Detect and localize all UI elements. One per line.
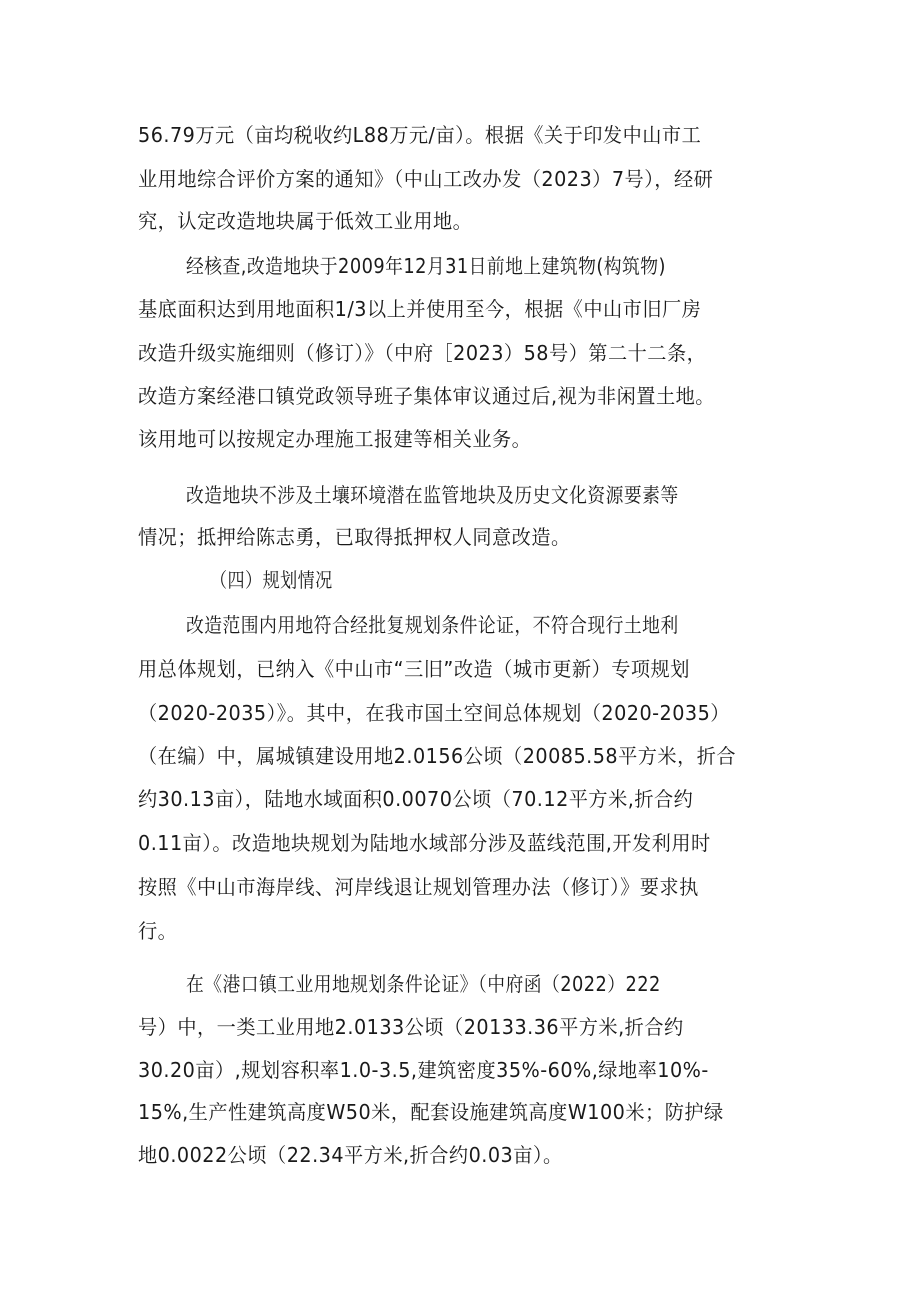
text-line: 0.11亩）。改造地块规划为陆地水域部分涉及蓝线范围,开发利用时 (138, 831, 711, 855)
text-line: 究，认定改造地块属于低效工业用地。 (138, 209, 473, 233)
text-line: 约30.13亩），陆地水域面积0.0070公顷（70.12平方米,折合约 (138, 787, 694, 811)
text-line: 改造范围内用地符合经批复规划条件论证，不符合现行土地利 (186, 613, 679, 637)
text-line: 地0.0022公顷（22.34平方米,折合约0.03亩）。 (138, 1143, 563, 1167)
text-line: 15%,生产性建筑高度W50米，配套设施建筑高度W100米；防护绿 (138, 1100, 724, 1124)
text-line: 行。 (138, 919, 178, 943)
section-heading: （四）规划情况 (210, 568, 333, 592)
text-line: 30.20亩）,规划容积率1.0-3.5,建筑密度35%-60%,绿地率10%- (138, 1058, 709, 1082)
text-line: 用总体规划，已纳入《中山市“三旧”改造（城市更新）专项规划 (138, 657, 690, 681)
text-line: 情况；抵押给陈志勇，已取得抵押权人同意改造。 (138, 525, 571, 549)
text-line: 号）中，一类工业用地2.0133公顷（20133.36平方米,折合约 (138, 1015, 684, 1039)
text-line: 业用地综合评价方案的通知》（中山工改办发（2023）7号），经研 (138, 167, 714, 191)
text-line: 改造地块不涉及土壤环境潜在监管地块及历史文化资源要素等 (186, 483, 679, 507)
text-line: 56.79万元（亩均税收约L88万元/亩）。根据《关于印发中山市工 (138, 123, 702, 147)
text-line: 改造方案经港口镇党政领导班子集体审议通过后,视为非闲置土地。 (138, 384, 715, 408)
text-line: 在《港口镇工业用地规划条件论证》（中府函（2022）222 (186, 972, 661, 996)
text-line: （在编）中，属城镇建设用地2.0156公顷（20085.58平方米，折合 (138, 744, 737, 768)
text-line: 按照《中山市海岸线、河岸线退让规划管理办法（修订）》要求执 (138, 875, 699, 899)
text-line: 改造升级实施细则（修订）》（中府［2023）58号）第二十二条， (138, 341, 707, 365)
text-line: 经核查,改造地块于2009年12月31日前地上建筑物(构筑物) (186, 254, 666, 278)
text-line: 基底面积达到用地面积1/3以上并使用至今，根据《中山市旧厂房 (138, 297, 702, 321)
text-line: （2020-2035）》。其中，在我市国土空间总体规划（2020-2035） (138, 701, 730, 725)
text-line: 该用地可以按规定办理施工报建等相关业务。 (138, 427, 532, 451)
